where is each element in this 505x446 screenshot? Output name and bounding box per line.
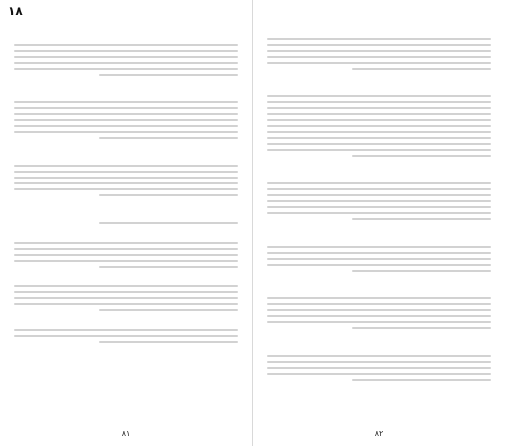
paragraph	[267, 81, 491, 91]
page-footer-number: ۸۱	[121, 429, 131, 438]
paragraph	[267, 24, 491, 34]
paragraph	[14, 151, 238, 161]
paragraph	[14, 30, 238, 40]
paragraph	[267, 341, 491, 351]
paragraph	[14, 87, 238, 97]
right-page-body	[267, 24, 491, 420]
left-page	[0, 0, 252, 446]
right-page	[253, 0, 505, 446]
paragraph	[14, 315, 238, 325]
page-footer-number: ۸۲	[374, 429, 384, 438]
paragraph	[267, 284, 491, 294]
paragraph	[14, 272, 238, 282]
page-header-number: ۱۸	[8, 4, 23, 18]
paragraph	[14, 208, 238, 218]
left-page-body	[14, 30, 238, 420]
paragraph	[14, 228, 238, 238]
paragraph	[267, 232, 491, 242]
paragraph	[267, 169, 491, 179]
